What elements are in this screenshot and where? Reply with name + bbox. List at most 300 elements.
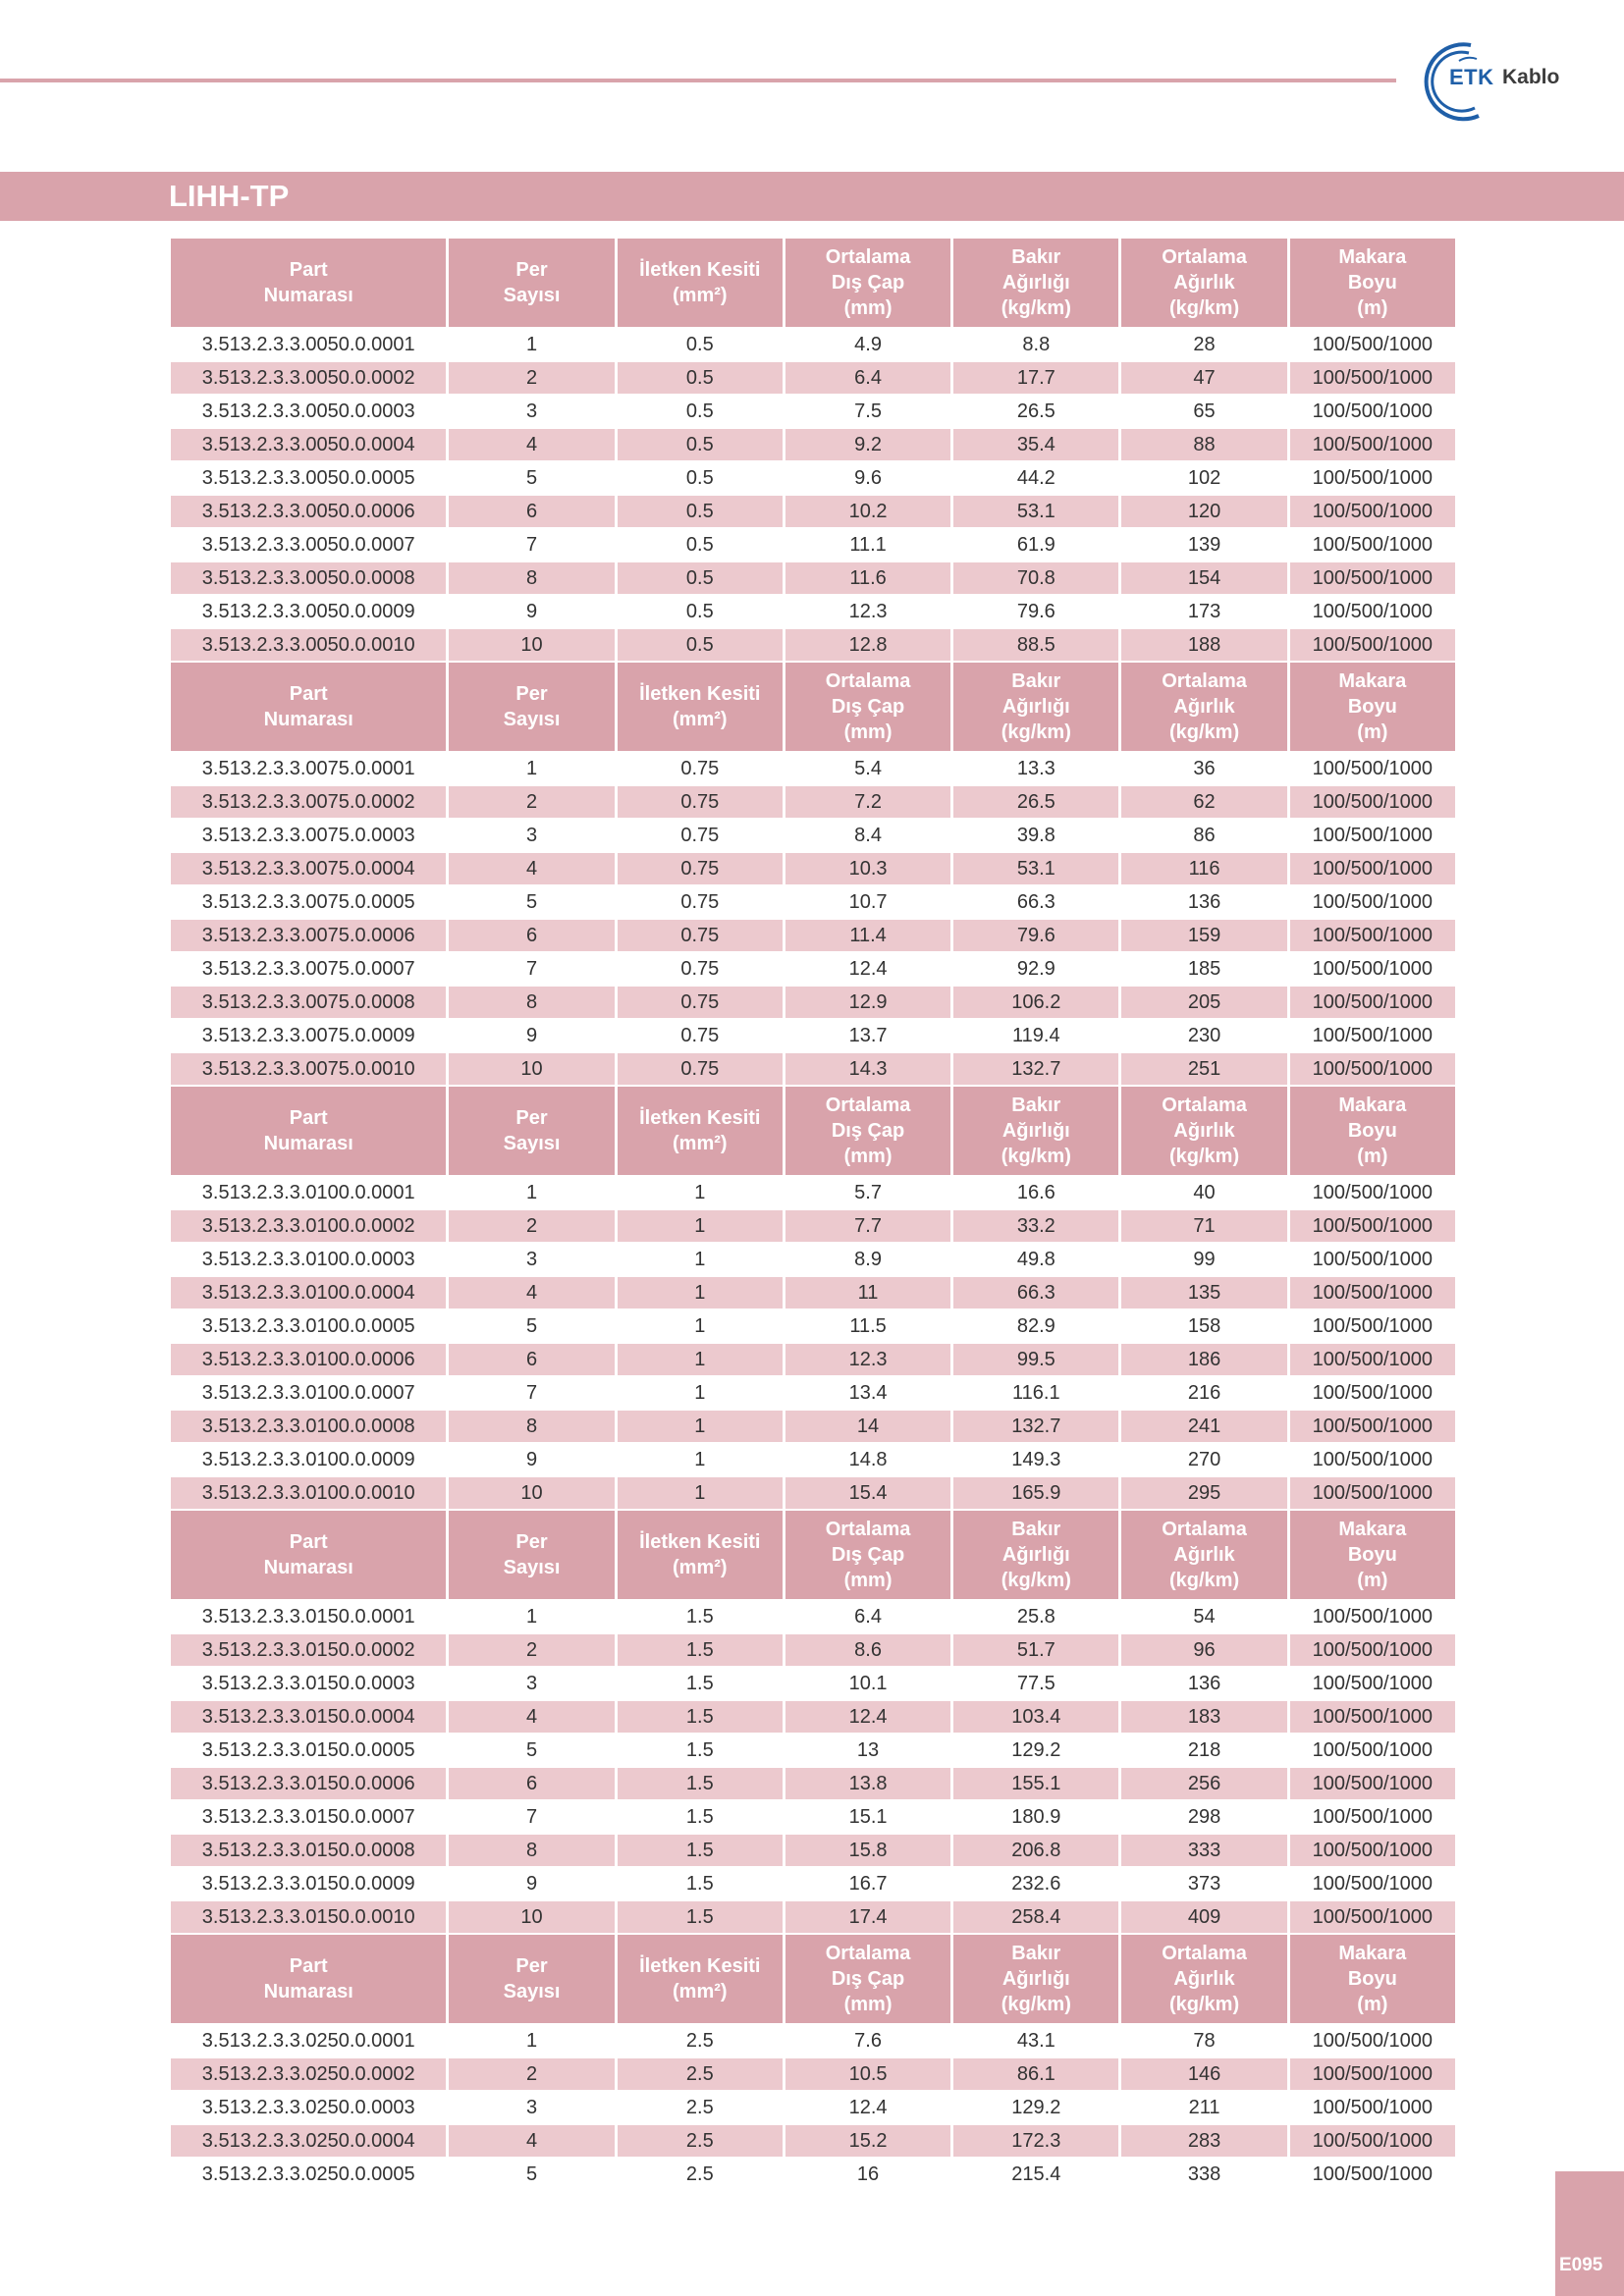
- cell-copper-weight: 26.5: [953, 786, 1118, 818]
- table-row: [171, 1210, 1455, 1242]
- cell-outer-diameter: 10.5: [785, 2058, 950, 2090]
- cell-outer-diameter: 12.8: [785, 629, 950, 661]
- table-row: [171, 1411, 1455, 1442]
- cell-conductor-section: 2.5: [618, 2125, 783, 2157]
- cell-copper-weight: 13.3: [953, 753, 1118, 784]
- cell-average-weight: 62: [1121, 786, 1286, 818]
- cell-copper-weight: 66.3: [953, 886, 1118, 918]
- cell-pair-count: 4: [449, 1701, 614, 1733]
- cell-copper-weight: 215.4: [953, 2159, 1118, 2190]
- cell-pair-count: 1: [449, 1177, 614, 1208]
- header-conductor-section: [618, 239, 783, 327]
- cell-part-number: 3.513.2.3.3.0150.0.0001: [171, 1601, 446, 1632]
- header-conductor-section: [618, 1511, 783, 1599]
- cell-copper-weight: 51.7: [953, 1634, 1118, 1666]
- header-label: Part Numarası: [263, 683, 353, 730]
- cell-part-number: 3.513.2.3.3.0100.0.0002: [171, 1210, 446, 1242]
- cell-average-weight: 36: [1121, 753, 1286, 784]
- header-pair-count: [449, 663, 614, 751]
- cell-pair-count: 1: [449, 2025, 614, 2056]
- cell-conductor-section: 0.75: [618, 1053, 783, 1085]
- cell-average-weight: 96: [1121, 1634, 1286, 1666]
- header-pair-count: [449, 1511, 614, 1599]
- table-header-row: [171, 663, 1455, 751]
- header-label: Per Sayısı: [503, 1955, 561, 2002]
- cell-outer-diameter: 8.4: [785, 820, 950, 851]
- cell-outer-diameter: 10.1: [785, 1668, 950, 1699]
- table-row: [171, 2025, 1455, 2056]
- cell-reel-length: 100/500/1000: [1290, 820, 1455, 851]
- table-row: [171, 1477, 1455, 1509]
- cell-reel-length: 100/500/1000: [1290, 1835, 1455, 1866]
- cell-part-number: 3.513.2.3.3.0075.0.0002: [171, 786, 446, 818]
- cell-outer-diameter: 11: [785, 1277, 950, 1308]
- cell-reel-length: 100/500/1000: [1290, 2159, 1455, 2190]
- cell-outer-diameter: 13: [785, 1735, 950, 1766]
- logo-text-kablo: Kablo: [1502, 66, 1560, 88]
- cell-outer-diameter: 7.2: [785, 786, 950, 818]
- cell-outer-diameter: 6.4: [785, 362, 950, 394]
- cell-conductor-section: 1: [618, 1310, 783, 1342]
- cell-outer-diameter: 16.7: [785, 1868, 950, 1899]
- header-outer-diameter: [785, 663, 950, 751]
- header-label: Bakır Ağırlığı (kg/km): [1001, 1519, 1071, 1591]
- header-label: İletken Kesiti (mm²): [639, 1107, 761, 1154]
- cell-outer-diameter: 5.4: [785, 753, 950, 784]
- cell-conductor-section: 1: [618, 1344, 783, 1375]
- cell-conductor-section: 0.5: [618, 529, 783, 561]
- cell-part-number: 3.513.2.3.3.0050.0.0001: [171, 329, 446, 360]
- cell-outer-diameter: 5.7: [785, 1177, 950, 1208]
- cell-outer-diameter: 14.3: [785, 1053, 950, 1085]
- table-row: [171, 596, 1455, 627]
- cell-copper-weight: 16.6: [953, 1177, 1118, 1208]
- table-row: [171, 2125, 1455, 2157]
- table-row: [171, 1244, 1455, 1275]
- cell-part-number: 3.513.2.3.3.0050.0.0006: [171, 496, 446, 527]
- header-label: Per Sayısı: [503, 1107, 561, 1154]
- cell-conductor-section: 0.5: [618, 429, 783, 460]
- cell-conductor-section: 0.75: [618, 886, 783, 918]
- cell-reel-length: 100/500/1000: [1290, 396, 1455, 427]
- cell-copper-weight: 26.5: [953, 396, 1118, 427]
- table-row: [171, 953, 1455, 985]
- cell-conductor-section: 0.75: [618, 1020, 783, 1051]
- cell-reel-length: 100/500/1000: [1290, 1768, 1455, 1799]
- header-label: Ortalama Ağırlık (kg/km): [1162, 1095, 1247, 1167]
- cell-average-weight: 173: [1121, 596, 1286, 627]
- cell-reel-length: 100/500/1000: [1290, 920, 1455, 951]
- table-header-row: [171, 1511, 1455, 1599]
- cell-part-number: 3.513.2.3.3.0250.0.0002: [171, 2058, 446, 2090]
- header-reel-length: [1290, 1935, 1455, 2023]
- cell-average-weight: 47: [1121, 362, 1286, 394]
- cell-pair-count: 5: [449, 1310, 614, 1342]
- header-part-number: [171, 1935, 446, 2023]
- cell-conductor-section: 0.75: [618, 953, 783, 985]
- cell-reel-length: 100/500/1000: [1290, 1210, 1455, 1242]
- cell-part-number: 3.513.2.3.3.0100.0.0009: [171, 1444, 446, 1475]
- cell-average-weight: 333: [1121, 1835, 1286, 1866]
- table-row: [171, 786, 1455, 818]
- table-row: [171, 1020, 1455, 1051]
- cell-reel-length: 100/500/1000: [1290, 1411, 1455, 1442]
- cell-part-number: 3.513.2.3.3.0075.0.0005: [171, 886, 446, 918]
- cell-part-number: 3.513.2.3.3.0050.0.0004: [171, 429, 446, 460]
- table-header-row: [171, 1087, 1455, 1175]
- cell-average-weight: 116: [1121, 853, 1286, 884]
- cell-outer-diameter: 14.8: [785, 1444, 950, 1475]
- cell-copper-weight: 129.2: [953, 1735, 1118, 1766]
- header-label: Ortalama Dış Çap (mm): [825, 1519, 911, 1591]
- cell-pair-count: 4: [449, 853, 614, 884]
- header-label: Part Numarası: [263, 259, 353, 306]
- cell-average-weight: 154: [1121, 562, 1286, 594]
- cell-part-number: 3.513.2.3.3.0075.0.0007: [171, 953, 446, 985]
- header-label: Part Numarası: [263, 1531, 353, 1578]
- cell-average-weight: 283: [1121, 2125, 1286, 2157]
- header-reel-length: [1290, 1087, 1455, 1175]
- header-part-number: [171, 1087, 446, 1175]
- cell-copper-weight: 155.1: [953, 1768, 1118, 1799]
- logo-text-etk: ETK: [1449, 65, 1494, 89]
- cell-part-number: 3.513.2.3.3.0150.0.0006: [171, 1768, 446, 1799]
- header-average-weight: [1121, 1087, 1286, 1175]
- cell-reel-length: 100/500/1000: [1290, 1634, 1455, 1666]
- cell-average-weight: 136: [1121, 1668, 1286, 1699]
- cell-pair-count: 7: [449, 529, 614, 561]
- header-outer-diameter: [785, 1087, 950, 1175]
- cell-average-weight: 188: [1121, 629, 1286, 661]
- cell-pair-count: 1: [449, 1601, 614, 1632]
- cell-copper-weight: 44.2: [953, 462, 1118, 494]
- cell-copper-weight: 165.9: [953, 1477, 1118, 1509]
- cell-reel-length: 100/500/1000: [1290, 1310, 1455, 1342]
- cell-pair-count: 5: [449, 2159, 614, 2190]
- header-label: Makara Boyu (m): [1338, 1519, 1407, 1591]
- cell-outer-diameter: 12.3: [785, 1344, 950, 1375]
- table-row: [171, 853, 1455, 884]
- header-label: Bakır Ağırlığı (kg/km): [1001, 1943, 1071, 2015]
- cell-reel-length: 100/500/1000: [1290, 362, 1455, 394]
- table-row: [171, 987, 1455, 1018]
- cell-reel-length: 100/500/1000: [1290, 329, 1455, 360]
- cell-pair-count: 5: [449, 886, 614, 918]
- cell-pair-count: 2: [449, 1210, 614, 1242]
- cell-copper-weight: 119.4: [953, 1020, 1118, 1051]
- header-label: İletken Kesiti (mm²): [639, 1531, 761, 1578]
- header-reel-length: [1290, 663, 1455, 751]
- header-label: Makara Boyu (m): [1338, 246, 1407, 319]
- header-part-number: [171, 1511, 446, 1599]
- cell-reel-length: 100/500/1000: [1290, 2058, 1455, 2090]
- header-label: Part Numarası: [263, 1107, 353, 1154]
- cell-average-weight: 183: [1121, 1701, 1286, 1733]
- cell-pair-count: 4: [449, 1277, 614, 1308]
- cell-reel-length: 100/500/1000: [1290, 1444, 1455, 1475]
- cell-average-weight: 139: [1121, 529, 1286, 561]
- header-part-number: [171, 239, 446, 327]
- cell-average-weight: 270: [1121, 1444, 1286, 1475]
- header-label: Ortalama Dış Çap (mm): [825, 1943, 911, 2015]
- cell-part-number: 3.513.2.3.3.0150.0.0003: [171, 1668, 446, 1699]
- cell-outer-diameter: 13.8: [785, 1768, 950, 1799]
- cell-average-weight: 338: [1121, 2159, 1286, 2190]
- table-row: [171, 329, 1455, 360]
- cell-part-number: 3.513.2.3.3.0150.0.0002: [171, 1634, 446, 1666]
- cell-part-number: 3.513.2.3.3.0075.0.0004: [171, 853, 446, 884]
- cell-outer-diameter: 12.3: [785, 596, 950, 627]
- table-row: [171, 496, 1455, 527]
- cell-copper-weight: 172.3: [953, 2125, 1118, 2157]
- cell-pair-count: 3: [449, 1244, 614, 1275]
- cell-reel-length: 100/500/1000: [1290, 1477, 1455, 1509]
- cell-conductor-section: 0.5: [618, 396, 783, 427]
- cell-part-number: 3.513.2.3.3.0075.0.0001: [171, 753, 446, 784]
- cell-pair-count: 4: [449, 429, 614, 460]
- cell-outer-diameter: 11.4: [785, 920, 950, 951]
- cell-average-weight: 230: [1121, 1020, 1286, 1051]
- cell-outer-diameter: 9.6: [785, 462, 950, 494]
- cell-pair-count: 3: [449, 1668, 614, 1699]
- cell-conductor-section: 0.75: [618, 853, 783, 884]
- cell-reel-length: 100/500/1000: [1290, 496, 1455, 527]
- cell-average-weight: 185: [1121, 953, 1286, 985]
- table-row: [171, 1053, 1455, 1085]
- cell-reel-length: 100/500/1000: [1290, 1244, 1455, 1275]
- cell-outer-diameter: 14: [785, 1411, 950, 1442]
- cell-outer-diameter: 12.9: [785, 987, 950, 1018]
- cell-copper-weight: 149.3: [953, 1444, 1118, 1475]
- header-conductor-section: [618, 663, 783, 751]
- cell-copper-weight: 88.5: [953, 629, 1118, 661]
- cell-pair-count: 3: [449, 396, 614, 427]
- cell-pair-count: 8: [449, 1411, 614, 1442]
- cell-conductor-section: 0.5: [618, 596, 783, 627]
- header-average-weight: [1121, 239, 1286, 327]
- cell-copper-weight: 206.8: [953, 1835, 1118, 1866]
- page-number-tab: [1555, 2171, 1624, 2296]
- cell-reel-length: 100/500/1000: [1290, 1735, 1455, 1766]
- cell-reel-length: 100/500/1000: [1290, 1601, 1455, 1632]
- cell-part-number: 3.513.2.3.3.0150.0.0004: [171, 1701, 446, 1733]
- cell-part-number: 3.513.2.3.3.0150.0.0008: [171, 1835, 446, 1866]
- cell-average-weight: 186: [1121, 1344, 1286, 1375]
- cell-outer-diameter: 17.4: [785, 1901, 950, 1933]
- cell-pair-count: 6: [449, 1344, 614, 1375]
- etk-kablo-logo: [1420, 35, 1577, 124]
- cell-copper-weight: 82.9: [953, 1310, 1118, 1342]
- cell-average-weight: 159: [1121, 920, 1286, 951]
- cell-average-weight: 218: [1121, 1735, 1286, 1766]
- header-average-weight: [1121, 663, 1286, 751]
- cell-pair-count: 10: [449, 1901, 614, 1933]
- cell-pair-count: 1: [449, 753, 614, 784]
- cell-copper-weight: 77.5: [953, 1668, 1118, 1699]
- table-body: [171, 239, 1455, 2190]
- table-row: [171, 1801, 1455, 1833]
- cell-copper-weight: 132.7: [953, 1411, 1118, 1442]
- cell-copper-weight: 132.7: [953, 1053, 1118, 1085]
- cell-conductor-section: 1.5: [618, 1901, 783, 1933]
- cell-pair-count: 5: [449, 1735, 614, 1766]
- cell-part-number: 3.513.2.3.3.0075.0.0003: [171, 820, 446, 851]
- cell-copper-weight: 35.4: [953, 429, 1118, 460]
- cell-average-weight: 54: [1121, 1601, 1286, 1632]
- header-label: Makara Boyu (m): [1338, 1943, 1407, 2015]
- cell-conductor-section: 1: [618, 1277, 783, 1308]
- cell-outer-diameter: 12.4: [785, 2092, 950, 2123]
- table-row: [171, 1344, 1455, 1375]
- header-outer-diameter: [785, 1511, 950, 1599]
- cell-pair-count: 8: [449, 987, 614, 1018]
- cell-outer-diameter: 8.6: [785, 1634, 950, 1666]
- cell-conductor-section: 1.5: [618, 1768, 783, 1799]
- cell-outer-diameter: 12.4: [785, 953, 950, 985]
- header-label: Per Sayısı: [503, 683, 561, 730]
- header-conductor-section: [618, 1087, 783, 1175]
- cell-average-weight: 88: [1121, 429, 1286, 460]
- page-title: LIHH-TP: [169, 179, 290, 213]
- cell-conductor-section: 1.5: [618, 1701, 783, 1733]
- header-label: İletken Kesiti (mm²): [639, 259, 761, 306]
- cell-pair-count: 7: [449, 1377, 614, 1409]
- table-row: [171, 1377, 1455, 1409]
- cell-outer-diameter: 4.9: [785, 329, 950, 360]
- cell-part-number: 3.513.2.3.3.0050.0.0008: [171, 562, 446, 594]
- header-label: Makara Boyu (m): [1338, 670, 1407, 743]
- cell-outer-diameter: 6.4: [785, 1601, 950, 1632]
- cell-pair-count: 10: [449, 1477, 614, 1509]
- cell-average-weight: 409: [1121, 1901, 1286, 1933]
- header-label: İletken Kesiti (mm²): [639, 683, 761, 730]
- cell-reel-length: 100/500/1000: [1290, 1020, 1455, 1051]
- cell-part-number: 3.513.2.3.3.0050.0.0002: [171, 362, 446, 394]
- header-part-number: [171, 663, 446, 751]
- cell-pair-count: 5: [449, 462, 614, 494]
- cell-outer-diameter: 7.6: [785, 2025, 950, 2056]
- header-pair-count: [449, 1935, 614, 2023]
- cell-conductor-section: 0.75: [618, 786, 783, 818]
- cell-outer-diameter: 9.2: [785, 429, 950, 460]
- cell-outer-diameter: 11.6: [785, 562, 950, 594]
- cell-reel-length: 100/500/1000: [1290, 1701, 1455, 1733]
- cell-conductor-section: 1: [618, 1377, 783, 1409]
- table-row: [171, 1868, 1455, 1899]
- cell-conductor-section: 0.5: [618, 562, 783, 594]
- cell-conductor-section: 0.75: [618, 820, 783, 851]
- table-header-row: [171, 239, 1455, 327]
- header-conductor-section: [618, 1935, 783, 2023]
- cell-reel-length: 100/500/1000: [1290, 853, 1455, 884]
- cell-reel-length: 100/500/1000: [1290, 1277, 1455, 1308]
- cell-outer-diameter: 11.5: [785, 1310, 950, 1342]
- cell-part-number: 3.513.2.3.3.0075.0.0006: [171, 920, 446, 951]
- cell-average-weight: 373: [1121, 1868, 1286, 1899]
- cell-part-number: 3.513.2.3.3.0100.0.0003: [171, 1244, 446, 1275]
- cell-part-number: 3.513.2.3.3.0250.0.0003: [171, 2092, 446, 2123]
- cell-outer-diameter: 10.2: [785, 496, 950, 527]
- cell-reel-length: 100/500/1000: [1290, 1377, 1455, 1409]
- table-row: [171, 1835, 1455, 1866]
- header-label: Ortalama Ağırlık (kg/km): [1162, 1943, 1247, 2015]
- header-label: Ortalama Ağırlık (kg/km): [1162, 1519, 1247, 1591]
- table-row: [171, 629, 1455, 661]
- cell-reel-length: 100/500/1000: [1290, 886, 1455, 918]
- cell-reel-length: 100/500/1000: [1290, 1344, 1455, 1375]
- cell-copper-weight: 86.1: [953, 2058, 1118, 2090]
- cell-outer-diameter: 13.4: [785, 1377, 950, 1409]
- cell-average-weight: 71: [1121, 1210, 1286, 1242]
- cell-conductor-section: 1: [618, 1477, 783, 1509]
- cell-pair-count: 9: [449, 1868, 614, 1899]
- header-label: Ortalama Dış Çap (mm): [825, 246, 911, 319]
- cell-conductor-section: 1.5: [618, 1735, 783, 1766]
- cell-reel-length: 100/500/1000: [1290, 1868, 1455, 1899]
- cell-part-number: 3.513.2.3.3.0050.0.0010: [171, 629, 446, 661]
- table-row: [171, 1768, 1455, 1799]
- cell-copper-weight: 232.6: [953, 1868, 1118, 1899]
- cable-spec-table-container: [171, 237, 1455, 2192]
- cell-copper-weight: 70.8: [953, 562, 1118, 594]
- cell-conductor-section: 1.5: [618, 1634, 783, 1666]
- header-copper-weight: [953, 1511, 1118, 1599]
- header-average-weight: [1121, 1511, 1286, 1599]
- header-copper-weight: [953, 239, 1118, 327]
- cell-copper-weight: 106.2: [953, 987, 1118, 1018]
- header-copper-weight: [953, 663, 1118, 751]
- cell-copper-weight: 17.7: [953, 362, 1118, 394]
- cell-part-number: 3.513.2.3.3.0100.0.0007: [171, 1377, 446, 1409]
- header-label: Ortalama Dış Çap (mm): [825, 670, 911, 743]
- cell-conductor-section: 0.5: [618, 362, 783, 394]
- cell-reel-length: 100/500/1000: [1290, 429, 1455, 460]
- cell-part-number: 3.513.2.3.3.0075.0.0009: [171, 1020, 446, 1051]
- cell-part-number: 3.513.2.3.3.0100.0.0008: [171, 1411, 446, 1442]
- cell-copper-weight: 258.4: [953, 1901, 1118, 1933]
- table-row: [171, 2159, 1455, 2190]
- header-outer-diameter: [785, 1935, 950, 2023]
- cell-part-number: 3.513.2.3.3.0075.0.0008: [171, 987, 446, 1018]
- cell-reel-length: 100/500/1000: [1290, 1901, 1455, 1933]
- cell-pair-count: 8: [449, 1835, 614, 1866]
- cell-conductor-section: 2.5: [618, 2025, 783, 2056]
- cell-part-number: 3.513.2.3.3.0150.0.0007: [171, 1801, 446, 1833]
- cell-copper-weight: 99.5: [953, 1344, 1118, 1375]
- cell-reel-length: 100/500/1000: [1290, 462, 1455, 494]
- table-row: [171, 1444, 1455, 1475]
- cell-pair-count: 6: [449, 920, 614, 951]
- cell-average-weight: 135: [1121, 1277, 1286, 1308]
- cell-average-weight: 86: [1121, 820, 1286, 851]
- table-row: [171, 1601, 1455, 1632]
- cell-conductor-section: 0.75: [618, 987, 783, 1018]
- cell-pair-count: 2: [449, 786, 614, 818]
- cell-average-weight: 251: [1121, 1053, 1286, 1085]
- cell-outer-diameter: 15.2: [785, 2125, 950, 2157]
- cell-part-number: 3.513.2.3.3.0250.0.0005: [171, 2159, 446, 2190]
- cell-conductor-section: 0.5: [618, 329, 783, 360]
- cell-average-weight: 211: [1121, 2092, 1286, 2123]
- cell-outer-diameter: 10.7: [785, 886, 950, 918]
- header-pair-count: [449, 1087, 614, 1175]
- header-divider-line: [0, 79, 1396, 82]
- cell-conductor-section: 1: [618, 1210, 783, 1242]
- cell-average-weight: 256: [1121, 1768, 1286, 1799]
- cell-average-weight: 102: [1121, 462, 1286, 494]
- cell-part-number: 3.513.2.3.3.0150.0.0010: [171, 1901, 446, 1933]
- table-row: [171, 1634, 1455, 1666]
